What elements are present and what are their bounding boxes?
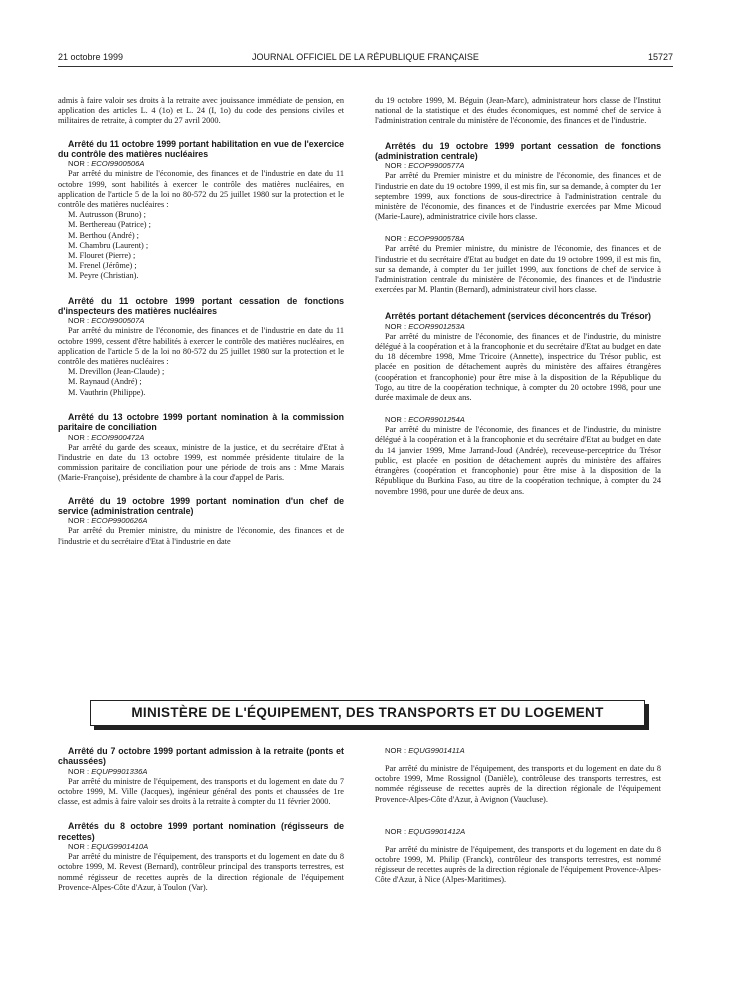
nor-reference: NOR : EQUG9901412A: [385, 826, 466, 836]
decree-body: Par arrêté du ministre de l'équipement, des transports et du logement en date du 7 octobre 1999, M. Ville (Jacques), ingénieur général des ponts et chaussées de 1re classe, est admis à faire valoir ses droits à la retraite à compter du 11 février 2000.: [58, 776, 344, 807]
names-list: [58, 210, 344, 281]
ministry-banner: MINISTÈRE DE L'ÉQUIPEMENT, DES TRANSPORTS ET DU LOGEMENT: [90, 700, 645, 726]
nor-reference: NOR : EQUG9901410A: [68, 842, 149, 852]
decree-body: Par arrêté du Premier ministre, du ministre de l'économie, des finances et de l'industrie et du secrétaire d'Etat au budget en date du 19 octobre 1999, il est mis fin, sur sa demande, à compter du 1er juillet 1999, aux fonctions de chef de service à l'administration centrale du ministère de l'économie, des finances et de l'industrie exercées par M. Plantin (Bernard), administrateur civil hors classe.: [375, 244, 661, 295]
nor-reference: NOR : ECOI9900506A: [68, 159, 145, 169]
decree-body: Par arrêté du ministre de l'économie, des finances et de l'industrie en date du 11 octobre 1999, sont habilités à exercer le contrôle des matières nucléaires, en application de l'article 5 de la loi no 80-572 du 25 juillet 1980 sur la protection et le contrôle des matières nucléaires :: [58, 169, 344, 210]
nor-reference: NOR : EQUG9901411A: [385, 746, 465, 755]
decree-body: Par arrêté du ministre de l'économie, des finances et de l'industrie, du ministre délégué à la coopération et à la francophonie et du secrétaire d'Etat au budget en date du 14 janvier 1999, Mme Jarrand-Joud (Andrée), receveuse-perceptrice du Trésor public, est placée en position de détachement auprès du ministère des affaires étrangères (coopération et francophonie) pour être mise à la disposition de la République du Burkina Faso, au titre de la coopération technique, à compter du 24 novembre 1998, pour une durée de deux ans.: [375, 425, 661, 496]
list-item: M. Berthou (André) ;: [68, 230, 139, 240]
header-rule: [58, 66, 673, 67]
decree-body: Par arrêté du garde des sceaux, ministre de la justice, et du secrétaire d'Etat à l'industrie en date du 13 octobre 1999, est nommée présidente titulaire de la commission paritaire de conciliation pour une période de trois ans : Mme Marais (Marie-Françoise), présidente de chambre à la cour d'appel de Paris.: [58, 442, 344, 483]
decree-title: Arrêtés du 19 octobre 1999 portant cessation de fonctions (administration centrale): [375, 140, 661, 162]
list-item: M. Chambru (Laurent) ;: [68, 240, 149, 250]
decree-body: Par arrêté du ministre de l'économie, des finances et de l'industrie en date du 11 octobre 1999, cessent d'être habilités à exercer le contrôle des matières nucléaires, en application de l'article 5 de la loi no 80-572 du 25 juillet 1980 sur la protection et le contrôle des matières nucléaires :: [58, 326, 344, 367]
list-item: M. Flouret (Pierre) ;: [68, 251, 136, 261]
left-column: [58, 96, 344, 547]
decree-body: Par arrêté du ministre de l'équipement, des transports et du logement en date du 8 octobre 1999, Mme Rossignol (Danièle), contrôleuse des transports terrestres, est nommée régisseuse de recettes auprès de la direction régionale de l'équipement Provence-Alpes-Côte d'Azur, à Avignon (Vaucluse).: [375, 764, 661, 804]
right-column: [375, 96, 661, 497]
nor-reference: NOR : ECOR9901254A: [385, 415, 465, 425]
decree-title: Arrêté du 11 octobre 1999 portant cessation de fonctions d'inspecteurs des matières nucléaires: [58, 295, 344, 317]
continued-text: admis à faire valoir ses droits à la retraite avec jouissance immédiate de pension, en application des articles L. 4 (1o) et L. 24 (I, 1o) du code des pensions civiles et militaires de retraite, à compter du 27 avril 2000.: [58, 96, 344, 126]
nor-reference: NOR : ECOI9900507A: [68, 316, 145, 326]
decree-body: Par arrêté du ministre de l'économie, des finances et de l'industrie, du ministre délégué à la coopération et à la francophonie et du secrétaire d'Etat au budget en date du 18 décembre 1998, Mme Tricoire (Annette), inspectrice du Trésor public, est placée en position de détachement auprès du ministère des affaires étrangères (coopération et francophonie) pour être mise à la disposition de la République du Togo, au titre de la coopération technique, à compter du 20 octobre 1998, pour une durée maximale de deux ans.: [375, 331, 661, 403]
nor-reference: NOR : ECOP9900577A: [385, 161, 465, 171]
list-item: M. Berthereau (Patrice) ;: [68, 220, 151, 230]
journal-title: JOURNAL OFFICIEL DE LA RÉPUBLIQUE FRANÇAISE: [252, 52, 479, 62]
decree-body: Par arrêté du Premier ministre, du ministre de l'économie, des finances et de l'industrie et du secrétaire d'Etat à l'industrie en date: [58, 526, 344, 546]
decree-title: Arrêté du 7 octobre 1999 portant admission à la retraite (ponts et chaussées): [58, 746, 344, 767]
decree-title: Arrêté du 19 octobre 1999 portant nomination d'un chef de service (administration centrale): [58, 495, 344, 516]
nor-reference: NOR : ECOP9900578A: [385, 234, 465, 244]
list-item: M. Vauthrin (Philippe).: [68, 387, 146, 397]
list-item: M. Frenel (Jérôme) ;: [68, 261, 137, 271]
decree-body: Par arrêté du ministre de l'équipement, des transports et du logement en date du 8 octobre 1999, M. Revest (Bernard), contrôleur principal des transports terrestres, est nommé régisseur de recettes auprès de la direction régionale de l'équipement Provence-Alpes-Côte d'Azur, à Toulon (Var).: [58, 852, 344, 892]
nor-reference: NOR : EQUP9901336A: [68, 766, 148, 776]
list-item: M. Peyre (Christian).: [68, 271, 139, 281]
decree-title: Arrêtés portant détachement (services déconcentrés du Trésor): [385, 311, 651, 322]
page-number: 15727: [647, 52, 673, 62]
decree-body: Par arrêté du Premier ministre et du ministre de l'économie, des finances et de l'industrie en date du 19 octobre 1999, il est mis fin, sur sa demande, à compter du 1er septembre 1999, aux fonctions de sous-directrice à l'administration centrale du ministère de l'économie, des finances et de l'industrie exercées par Mme Micoud (Marie-Laure), administratrice civile hors classe.: [375, 171, 661, 222]
list-item: M. Drevillon (Jean-Claude) ;: [68, 367, 165, 377]
decree-title: Arrêté du 13 octobre 1999 portant nomination à la commission paritaire de conciliation: [58, 411, 344, 433]
bottom-right-column: [375, 746, 661, 886]
nor-reference: NOR : ECOP9900626A: [68, 516, 148, 526]
bottom-left-column: [58, 746, 344, 893]
nor-reference: NOR : ECOR9901253A: [385, 321, 465, 331]
continued-text: du 19 octobre 1999, M. Béguin (Jean-Marc), administrateur hors classe de l'Institut national de la statistique et des études économiques, est nommé chef de service à l'administration centrale du ministère de l'économie, des finances et de l'industrie.: [375, 96, 661, 126]
list-item: M. Autrusson (Bruno) ;: [68, 210, 146, 220]
nor-reference: NOR : ECOI9900472A: [68, 432, 145, 442]
decree-body: Par arrêté du ministre de l'équipement, des transports et du logement en date du 8 octobre 1999, M. Philip (Franck), contrôleur des transports terrestres, est nommé régisseur de recettes auprès de la direction régionale de l'équipement Provence-Alpes-Côte d'Azur, à Nice (Alpes-Maritimes).: [375, 844, 661, 885]
decree-title: Arrêté du 11 octobre 1999 portant habilitation en vue de l'exercice du contrôle des matières nucléaires: [58, 138, 344, 160]
page-header: [58, 52, 673, 66]
list-item: M. Raynaud (André) ;: [68, 377, 142, 387]
decree-title: Arrêtés du 8 octobre 1999 portant nomination (régisseurs de recettes): [58, 821, 344, 842]
names-list: [58, 367, 344, 398]
issue-date: 21 octobre 1999: [58, 52, 124, 62]
